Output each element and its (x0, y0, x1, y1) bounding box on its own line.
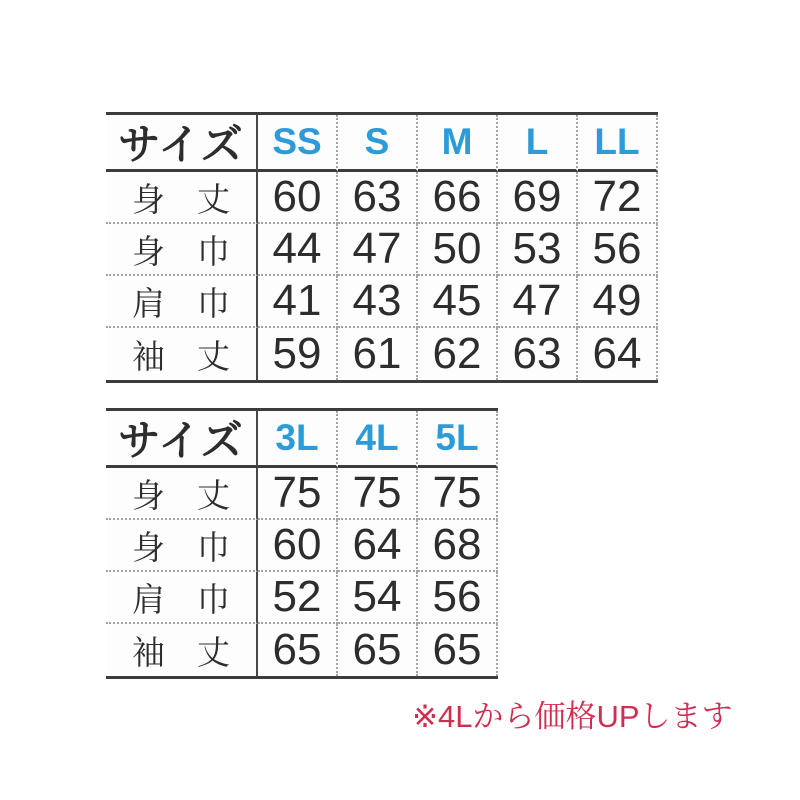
measurement-value: 61 (338, 328, 418, 380)
table2-row-shoulder-width (106, 572, 498, 624)
measurement-value: 65 (258, 624, 338, 676)
table2-row-body-width (106, 520, 498, 572)
measurement-value: 68 (418, 520, 498, 572)
table1-size-col-l: L (498, 115, 578, 172)
table1-header-row (106, 115, 658, 172)
measurement-value: 64 (578, 328, 658, 380)
measurement-value: 49 (578, 276, 658, 328)
measurement-value: 43 (338, 276, 418, 328)
table1-row-body-length (106, 172, 658, 224)
row-label-cell (106, 624, 258, 676)
table2-size-header-label: サイズ (106, 411, 258, 468)
measurement-value: 75 (258, 468, 338, 520)
row-label-shoulder-width: 肩 巾 (132, 284, 230, 322)
table1-row-body-width (106, 224, 658, 276)
measurement-value: 75 (338, 468, 418, 520)
row-label-sleeve-length: 袖 丈 (132, 337, 230, 375)
measurement-value: 62 (418, 328, 498, 380)
table2-size-col-4l: 4L (338, 411, 418, 468)
measurement-value: 69 (498, 172, 578, 224)
table1-size-header-label: サイズ (106, 115, 258, 172)
measurement-value: 60 (258, 520, 338, 572)
table2-row-sleeve-length (106, 624, 498, 676)
size-table-ss-ll (106, 112, 658, 383)
measurement-value: 75 (418, 468, 498, 520)
measurement-value: 56 (578, 224, 658, 276)
price-note: ※4Lから価格UPします (412, 699, 733, 734)
measurement-value: 54 (338, 572, 418, 624)
measurement-value: 63 (498, 328, 578, 380)
measurement-value: 66 (418, 172, 498, 224)
measurement-value: 59 (258, 328, 338, 380)
measurement-value: 65 (418, 624, 498, 676)
measurement-value: 50 (418, 224, 498, 276)
row-label-cell (106, 520, 258, 572)
measurement-value: 44 (258, 224, 338, 276)
table1-size-col-ss: SS (258, 115, 338, 172)
row-label-cell (106, 572, 258, 624)
size-table-3l-5l (106, 408, 498, 679)
table1-row-sleeve-length (106, 328, 658, 380)
measurement-value: 47 (498, 276, 578, 328)
table1-size-col-s: S (338, 115, 418, 172)
row-label-cell (106, 172, 258, 224)
row-label-body-width: 身 巾 (132, 528, 230, 566)
row-label-body-width: 身 巾 (132, 232, 230, 270)
measurement-value: 72 (578, 172, 658, 224)
measurement-value: 41 (258, 276, 338, 328)
table1-size-col-ll: LL (578, 115, 658, 172)
measurement-value: 45 (418, 276, 498, 328)
row-label-cell (106, 328, 258, 380)
row-label-shoulder-width: 肩 巾 (132, 580, 230, 618)
row-label-body-length: 身 丈 (132, 180, 230, 218)
table2-size-col-3l: 3L (258, 411, 338, 468)
measurement-value: 65 (338, 624, 418, 676)
table2-row-body-length (106, 468, 498, 520)
row-label-body-length: 身 丈 (132, 476, 230, 514)
table2-size-col-5l: 5L (418, 411, 498, 468)
row-label-cell (106, 224, 258, 276)
measurement-value: 47 (338, 224, 418, 276)
measurement-value: 56 (418, 572, 498, 624)
measurement-value: 64 (338, 520, 418, 572)
row-label-cell (106, 276, 258, 328)
measurement-value: 63 (338, 172, 418, 224)
row-label-cell (106, 468, 258, 520)
table2-header-row (106, 411, 498, 468)
row-label-sleeve-length: 袖 丈 (132, 633, 230, 671)
measurement-value: 53 (498, 224, 578, 276)
measurement-value: 52 (258, 572, 338, 624)
table1-row-shoulder-width (106, 276, 658, 328)
measurement-value: 60 (258, 172, 338, 224)
table1-size-col-m: M (418, 115, 498, 172)
